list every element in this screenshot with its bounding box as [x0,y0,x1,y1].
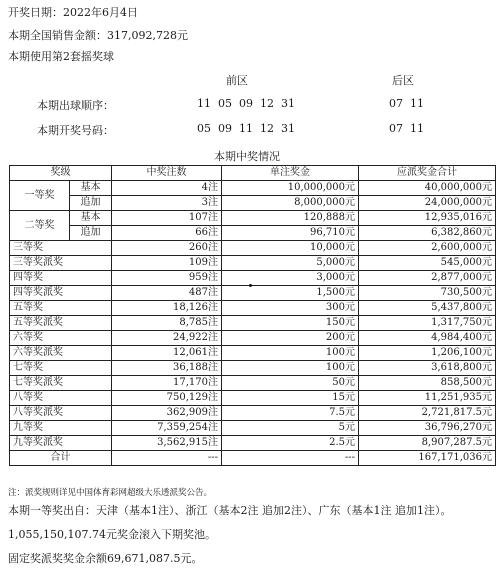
amount-cell: 150元 [222,316,359,331]
second-prize-label: 二等奖 [10,211,70,241]
table-header-row [10,166,496,181]
amount-cell: 8,000,000元 [222,196,359,211]
amount-cell: 2.5元 [222,436,359,451]
prize-level-cell: 六等奖 [10,331,112,346]
count-cell: 487注 [112,286,222,301]
table-row [10,436,496,451]
count-cell: 36,188注 [112,361,222,376]
count-cell: 17,170注 [112,376,222,391]
stray-dot [249,284,252,287]
count-cell: 4注 [112,181,222,196]
total-cell: 545,000元 [359,256,496,271]
basic-label: 基本 [70,211,112,226]
draw-order-label: 本期出球顺序： [37,99,114,112]
prize-level-cell: 七等奖派奖 [10,376,112,391]
prize-level-cell: 四等奖派奖 [10,286,112,301]
prize-level-cell: 八等奖 [10,391,112,406]
prize-level-cell: 三等奖派奖 [10,256,112,271]
table-row [10,241,496,256]
header-level: 奖级 [10,166,112,181]
total-cell: 40,000,000元 [359,181,496,196]
count-cell: 362,909注 [112,406,222,421]
count-cell: 3注 [112,196,222,211]
prize-table-title: 本期中奖情况 [214,150,280,163]
total-cell: 5,437,800元 [359,301,496,316]
amount-cell: 15元 [222,391,359,406]
amount-cell: 200元 [222,331,359,346]
total-cell: 2,721,817.5元 [359,406,496,421]
prize-level-cell: 三等奖 [10,241,112,256]
prize-level-cell: 五等奖 [10,301,112,316]
back-zone-label: 后区 [392,74,414,87]
total-cell: 1,317,750元 [359,316,496,331]
amount-cell: 50元 [222,376,359,391]
total-sum: 167,171,036元 [359,451,496,466]
prize-level-cell: 五等奖派奖 [10,316,112,331]
table-row [10,346,496,361]
jackpot-rollover: 1,055,150,107.74元奖金滚入下期奖池。 [8,528,216,541]
amount-cell: 100元 [222,361,359,376]
draw-order-front: 11 05 09 12 31 [197,97,295,110]
count-cell: 260注 [112,241,222,256]
count-cell: 8,785注 [112,316,222,331]
amount-cell: 7.5元 [222,406,359,421]
total-cell: 1,206,100元 [359,346,496,361]
amount-cell: 5,000元 [222,256,359,271]
amount-cell: 120,888元 [222,211,359,226]
total-cell: 730,500元 [359,286,496,301]
extra-label: 追加 [70,196,112,211]
prize-level-cell: 六等奖派奖 [10,346,112,361]
result-label: 本期开奖号码： [37,124,114,137]
prize-level-cell: 九等奖派奖 [10,436,112,451]
prize-table [9,165,496,466]
amount-cell: 5元 [222,421,359,436]
total-cell: 36,796,270元 [359,421,496,436]
total-cell: 24,000,000元 [359,196,496,211]
prize-level-cell: 八等奖派奖 [10,406,112,421]
count-cell: 3,562,915注 [112,436,222,451]
count-cell: 750,129注 [112,391,222,406]
total-amount: --- [222,451,359,466]
amount-cell: 3,000元 [222,271,359,286]
fixed-prize-balance: 固定奖派奖奖金余额69,671,087.5元。 [8,552,203,565]
total-row [10,451,496,466]
header-total: 应派奖金合计 [359,166,496,181]
table-row [10,301,496,316]
table-row [10,376,496,391]
header-amount: 单注奖金 [222,166,359,181]
count-cell: 7,359,254注 [112,421,222,436]
amount-cell: 96,710元 [222,226,359,241]
total-cell: 3,618,800元 [359,361,496,376]
total-cell: 11,251,935元 [359,391,496,406]
count-cell: 18,126注 [112,301,222,316]
count-cell: 107注 [112,211,222,226]
amount-cell: 1,500元 [222,286,359,301]
table-row [10,256,496,271]
table-row [10,331,496,346]
total-cell: 2,877,000元 [359,271,496,286]
total-cell: 2,600,000元 [359,241,496,256]
total-label: 合计 [10,451,112,466]
amount-cell: 10,000,000元 [222,181,359,196]
amount-cell: 10,000元 [222,241,359,256]
amount-cell: 300元 [222,301,359,316]
count-cell: 109注 [112,256,222,271]
table-row [10,211,496,226]
prize-level-cell: 九等奖 [10,421,112,436]
total-cell: 858,500元 [359,376,496,391]
draw-order-back: 07 11 [389,97,424,110]
table-row [10,271,496,286]
count-cell: 66注 [112,226,222,241]
total-cell: 12,935,016元 [359,211,496,226]
total-cell: 4,984,400元 [359,331,496,346]
table-row [10,406,496,421]
table-row [10,196,496,211]
table-row [10,226,496,241]
table-row [10,361,496,376]
first-prize-origin: 本期一等奖出自：天津（基本1注）、浙江（基本2注 追加2注）、广东（基本1注 追加1注）。 [8,504,452,517]
table-row [10,391,496,406]
basic-label: 基本 [70,181,112,196]
header-count: 中奖注数 [112,166,222,181]
table-row [10,421,496,436]
count-cell: 12,061注 [112,346,222,361]
prize-level-cell: 四等奖 [10,271,112,286]
front-zone-label: 前区 [226,74,248,87]
ball-set: 本期使用第2套摇奖球 [8,50,114,63]
extra-label: 追加 [70,226,112,241]
amount-cell: 100元 [222,346,359,361]
total-count: --- [112,451,222,466]
footnote: 注：派奖规则详见中国体育彩网超级大乐透派奖公告。 [8,488,213,498]
table-row [10,286,496,301]
table-row [10,316,496,331]
total-cell: 8,907,287.5元 [359,436,496,451]
count-cell: 24,922注 [112,331,222,346]
first-prize-label: 一等奖 [10,181,70,211]
result-back: 07 11 [389,122,424,135]
total-cell: 6,382,860元 [359,226,496,241]
result-front: 05 09 11 12 31 [197,122,295,135]
draw-date: 开奖日期：2022年6月4日 [8,6,138,19]
sales-amount: 本期全国销售金额：317,092,728元 [8,29,188,42]
table-row [10,181,496,196]
count-cell: 959注 [112,271,222,286]
prize-level-cell: 七等奖 [10,361,112,376]
